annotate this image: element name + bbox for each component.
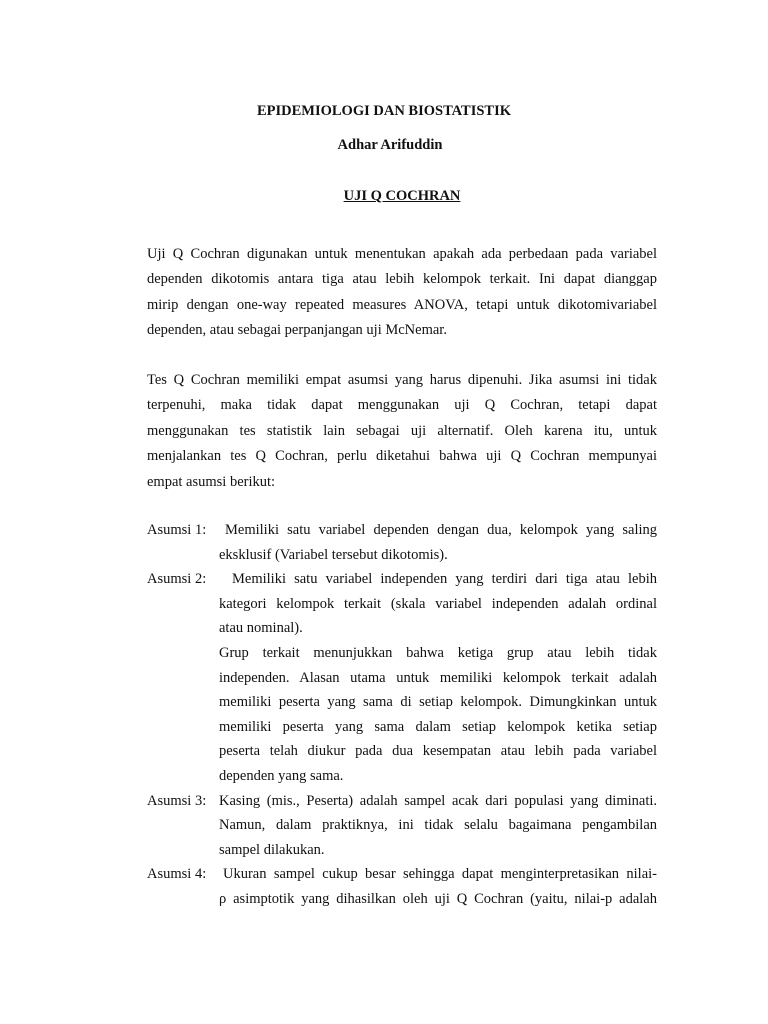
assumption-line: memiliki peserta yang sama dalam setiap kelompok ketika setiap — [219, 718, 657, 735]
assumption-line: ρ asimptotik yang dihasilkan oleh uji Q Cochran (yaitu, nilai-p adalah — [219, 890, 657, 907]
paragraph-line: terpenuhi, maka tidak dapat menggunakan uji Q Cochran, tetapi dapat — [147, 397, 657, 414]
paragraph-line: mirip dengan one-way repeated measures ANOVA, tetapi untuk dikotomivariabel — [147, 296, 657, 313]
paragraph-line: menjalankan tes Q Cochran, perlu diketahui bahwa uji Q Cochran mempunyai — [147, 448, 657, 465]
assumption-line: dependen yang sama. — [219, 767, 344, 784]
assumption-item — [147, 518, 657, 567]
assumption-line: Grup terkait menunjukkan bahwa ketiga grup atau lebih tidak — [219, 644, 657, 661]
assumption-item — [147, 862, 657, 911]
assumptions-intro-paragraph — [147, 368, 657, 495]
paragraph-line: Tes Q Cochran memiliki empat asumsi yang harus dipenuhi. Jika asumsi ini tidak — [147, 372, 657, 388]
assumption-line: Namun, dalam praktiknya, ini tidak selalu bagaimana pengambilan — [219, 817, 657, 834]
assumption-line: Memiliki satu variabel independen yang terdiri dari tiga atau lebih — [232, 571, 657, 588]
assumption-label: Asumsi 2: — [147, 571, 207, 588]
paragraph-line: dependen, atau sebagai perpanjangan uji McNemar. — [147, 322, 447, 339]
assumption-line: memiliki peserta yang sama di setiap kelompok. Dimungkinkan untuk — [219, 694, 657, 711]
paragraph-line: menggunakan tes statistik lain sebagai uji alternatif. Oleh karena itu, untuk — [147, 422, 657, 439]
assumption-line: Memiliki satu variabel dependen dengan dua, kelompok yang saling — [225, 522, 657, 538]
assumption-line: kategori kelompok terkait (skala variabel independen adalah ordinal — [219, 595, 657, 612]
assumption-label: Asumsi 4: — [147, 866, 207, 883]
assumption-label: Asumsi 1: — [147, 522, 207, 538]
intro-paragraph — [147, 242, 657, 344]
assumption-line: sampel dilakukan. — [219, 841, 325, 858]
assumption-item — [147, 567, 657, 788]
assumption-line: independen. Alasan utama untuk memiliki kelompok terkait adalah — [219, 669, 657, 686]
assumption-line: atau nominal). — [219, 620, 303, 637]
document-title: EPIDEMIOLOGI DAN BIOSTATISTIK — [256, 103, 512, 119]
assumption-label: Asumsi 3: — [147, 792, 207, 809]
assumption-line: peserta telah diukur pada dua kesempatan atau lebih pada variabel — [219, 743, 657, 760]
assumption-item — [147, 789, 657, 863]
assumption-line: eksklusif (Variabel tersebut dikotomis). — [219, 546, 448, 563]
assumption-line: Kasing (mis., Peserta) adalah sampel acak dari populasi yang diminati. — [219, 792, 657, 809]
paragraph-line: Uji Q Cochran digunakan untuk menentukan apakah ada perbedaan pada variabel — [147, 246, 657, 262]
paragraph-line: empat asumsi berikut: — [147, 473, 276, 490]
assumptions-list — [147, 518, 657, 912]
author-name: Adhar Arifuddin — [337, 137, 443, 153]
assumption-line: Ukuran sampel cukup besar sehingga dapat menginterpretasikan nilai- — [223, 866, 657, 883]
section-heading: UJI Q COCHRAN — [343, 188, 461, 204]
paragraph-line: dependen dikotomis antara tiga atau lebih kelompok terkait. Ini dapat dianggap — [147, 271, 657, 288]
